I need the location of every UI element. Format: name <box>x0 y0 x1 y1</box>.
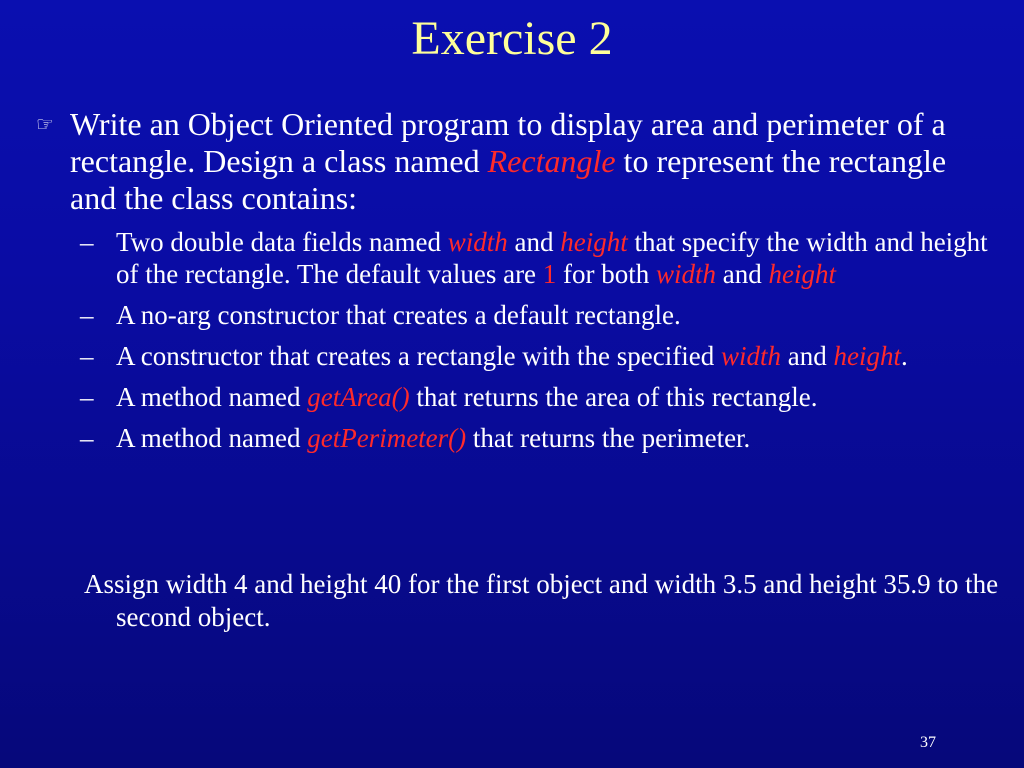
text-part: Two double data fields named <box>116 227 448 257</box>
pointing-hand-icon: ☞ <box>36 112 54 136</box>
highlight-default-value: 1 <box>542 259 557 289</box>
page-number: 37 <box>920 734 936 751</box>
sub-bullet-constructor <box>80 340 1010 372</box>
highlight-height: height <box>833 341 901 371</box>
main-bullet-text <box>70 106 990 217</box>
text-part: A method named <box>116 382 308 412</box>
dash-bullet: – <box>80 227 94 257</box>
text-part: that returns the perimeter. <box>466 423 751 453</box>
dash-bullet: – <box>80 423 94 453</box>
highlight-width: width <box>656 259 717 289</box>
text-part: and <box>716 259 769 289</box>
sub-bullet-list <box>80 226 1010 463</box>
dash-bullet: – <box>80 382 94 412</box>
slide-title: Exercise 2 <box>411 12 613 65</box>
dash-bullet: – <box>80 341 94 371</box>
text-part: and <box>507 227 561 257</box>
sub-bullet-data-fields <box>80 226 1010 290</box>
highlight-rectangle: Rectangle <box>487 143 616 179</box>
dash-bullet: – <box>80 300 94 330</box>
text-part: A no-arg constructor that creates a default rectangle. <box>116 300 681 330</box>
highlight-width: width <box>447 227 508 257</box>
highlight-height: height <box>768 259 837 289</box>
main-bullet-text-part: Write an Object Oriented program to display area and perimeter of a rectangle. Design a class named <box>70 106 946 179</box>
assignment-note: Assign width 4 and height 40 for the first object and width 3.5 and height 35.9 to the second object. <box>84 569 999 632</box>
text-part: that specify the width and height of the rectangle. The default values are <box>116 227 988 289</box>
text-part: A constructor that creates a rectangle with the specified <box>116 341 721 371</box>
highlight-width: width <box>721 341 782 371</box>
sub-bullet-no-arg-constructor <box>80 299 1010 331</box>
highlight-get-area: getArea() <box>307 382 410 412</box>
text-part: and <box>781 341 834 371</box>
text-part: . <box>901 341 908 371</box>
main-bullet-text-part: to represent the rectangle and the class contains: <box>70 143 947 216</box>
text-part: for both <box>556 259 657 289</box>
text-part: that returns the area of this rectangle. <box>409 382 818 412</box>
sub-bullet-get-perimeter <box>80 422 1010 454</box>
sub-bullet-get-area <box>80 381 1010 413</box>
highlight-height: height <box>560 227 628 257</box>
highlight-get-perimeter: getPerimeter() <box>307 423 467 453</box>
text-part: A method named <box>116 423 308 453</box>
